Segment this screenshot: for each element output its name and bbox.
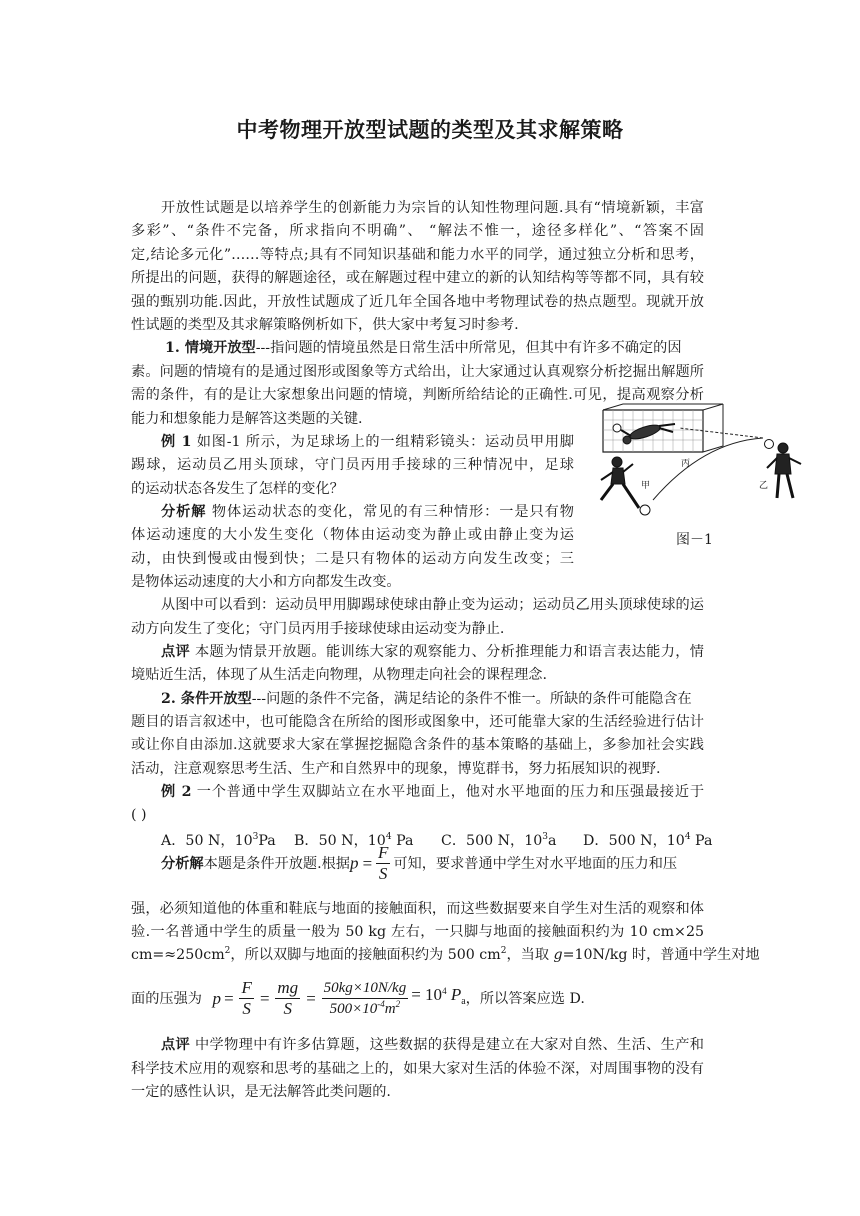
option-a-text: A．50 N，10	[161, 833, 253, 849]
formula-numerator-mg: mg	[277, 978, 299, 997]
area-sup-2: 2	[500, 946, 507, 956]
example-1-line: 踢球，运动员乙用头顶球，守门员丙用手接球的三种情况中，足球	[131, 457, 574, 473]
den-exp: -4	[377, 999, 385, 1009]
comment-2-line	[161, 1034, 704, 1056]
comment-2-text: 中学物理中有许多估算题，这些数据的获得是建立在大家对自然、生活、生产和	[190, 1037, 704, 1053]
example-1-line	[161, 431, 574, 453]
section-2-line: 或让你自由添加.这就要求大家在掌握挖掘隐含条件的基本策略的基础上，多参加社会实践	[131, 737, 704, 753]
formula-eq-2: =	[258, 988, 271, 1008]
option-d-exp: 4	[684, 832, 691, 842]
answer-1-line: 从图中可以看到：运动员甲用脚踢球使球由静止变为运动；运动员乙用头顶球使球的运	[161, 597, 704, 613]
formula-fraction-f-s	[376, 843, 390, 884]
example-2-label: 例 2	[161, 784, 192, 800]
analysis-1-line	[161, 501, 574, 523]
section-2-lead: ---问题的条件不完备，满足结论的条件不惟一。所缺的条件可能隐含在	[251, 691, 692, 707]
section-2-heading-line	[161, 688, 692, 710]
formula-denominator-values	[322, 999, 409, 1019]
section-1-line: 素。问题的情境有的是通过图形或图象等方式给出，让大家通过认真观察分析挖掘出解题所	[131, 364, 704, 380]
example-1-label: 例 1	[161, 434, 192, 450]
formula-eq-1: =	[222, 988, 235, 1008]
label-player-b: 乙	[759, 481, 769, 491]
option-d-unit: Pa	[690, 833, 713, 849]
analysis-1-line: 是物体运动速度的大小和方向都发生改变。	[131, 574, 401, 590]
analysis-2-label: 分析解	[161, 855, 204, 872]
formula-p-2: p	[212, 988, 221, 1008]
option-d-text: D．500 N，10	[583, 833, 685, 849]
section-1-line: 需的条件，有的是让大家想象出问题的情境，判断所给结论的正确性.可见，提高观察分析	[131, 387, 704, 403]
analysis-1-text: 物体运动状态的变化，常见的有三种情形：一是只有物	[206, 504, 574, 520]
example-2-text: 一个普通中学生双脚站立在水平地面上，他对水平地面的压力和压强最接近于	[191, 784, 705, 800]
den-unit-exp: 2	[395, 999, 401, 1009]
intro-line: 定,结论多元化”……等特点;具有不同知识基础和能力水平的同学，通过独立分析和思考，	[131, 247, 704, 263]
soccer-figure	[583, 402, 811, 520]
label-player-c: 丙	[681, 459, 691, 469]
formula-fraction-mg-s	[275, 978, 300, 1019]
analysis-1-label: 分析解	[161, 504, 207, 520]
page-title: 中考物理开放型试题的类型及其求解策略	[236, 118, 624, 142]
example-2-line	[161, 781, 704, 803]
formula-p: p	[349, 853, 359, 873]
area-sup: 2	[224, 946, 231, 956]
option-c-text: C．500 N，10	[441, 833, 543, 849]
formula-result	[411, 985, 466, 1007]
formula-denominator-s: S	[283, 999, 292, 1018]
analysis-2-line	[161, 843, 677, 884]
section-2-line: 题目的语言叙述中，也可能隐含在所给的图形或图象中，还可能靠大家的生活经验进行估计	[131, 714, 704, 730]
result-unit: P	[450, 985, 462, 1004]
comment-2-line: 一定的感性认识，是无法解答此类问题的.	[131, 1084, 391, 1100]
section-1-lead: ---指问题的情境虽然是日常生活中所常见，但其中有许多不确定的因	[255, 340, 682, 356]
comment-2-label: 点评	[161, 1037, 191, 1053]
analysis-2-line	[131, 944, 760, 966]
formula-fraction-values	[322, 978, 409, 1019]
comment-1-text: 本题为情景开放题。能训练大家的观察能力、分析推理能力和语言表达能力，情	[190, 644, 704, 660]
formula-eq-3: =	[305, 988, 317, 1008]
section-1-heading-line	[165, 337, 682, 359]
example-1-line: 的运动状态各发生了怎样的变化？	[131, 481, 344, 497]
den-base: 500×10	[329, 1001, 378, 1017]
intro-line: 多彩”、“条件不完备，所求指向不明确”、 “解法不惟一，途径多样化”、“答案不固	[131, 223, 704, 239]
intro-line: 所提出的问题，获得的解题途径，或在解题过程中建立的新的认知结构等等都不同，具有较	[131, 270, 704, 286]
area-text-b: ，所以双脚与地面的接触面积约为 500 cm	[230, 947, 501, 963]
result-sub: a	[461, 996, 466, 1007]
figure-1-caption: 图－1	[676, 532, 713, 548]
section-1-heading: 1. 情境开放型	[165, 340, 256, 356]
comment-1-line: 境贴近生活，体现了从生活走向物理，从物理走向社会的课程理念.	[131, 667, 547, 683]
formula-numerator-values: 50kg×10N/kg	[322, 978, 409, 999]
den-unit: m	[384, 1001, 396, 1017]
result-exp: 4	[442, 986, 447, 996]
formula-numerator: F	[377, 843, 389, 862]
area-text-d: =10N/kg 时，普通中学生对地	[562, 947, 760, 963]
example-1-text: 如图-1 所示，为足球场上的一组精彩镜头：运动员甲用脚	[191, 434, 574, 450]
analysis-2-line: 强，必须知道他的体重和鞋底与地面的接触面积，而这些数据要来自学生对生活的观察和体	[131, 901, 704, 917]
formula-equals: =	[361, 853, 373, 873]
formula-denominator-2: S	[242, 999, 251, 1018]
area-g: g	[553, 947, 563, 963]
result-base: = 10	[411, 985, 443, 1004]
option-b-unit: Pa	[391, 833, 414, 849]
answer-1-line: 动方向发生了变化；守门员丙用手接球使球由运动变为静止.	[131, 621, 505, 637]
option-a-unit: Pa	[258, 833, 276, 849]
formula-numerator-2: F	[241, 978, 252, 997]
intro-line: 性试题的类型及其求解策略例析如下，供大家中考复习时参考.	[131, 317, 519, 333]
area-text-a: cm=≈250cm	[131, 947, 225, 963]
analysis-2-text: 本题是条件开放题.根据	[203, 855, 350, 872]
pressure-pre: 面的压强为	[131, 990, 202, 1007]
option-c-exp: 3	[542, 832, 549, 842]
formula-fraction-f-s-2	[239, 978, 253, 1019]
area-text-c: ，当取	[506, 947, 554, 963]
intro-line: 开放性试题是以培养学生的创新能力为宗旨的认知性物理问题.具有“情境新颖，丰富	[161, 200, 704, 216]
option-a-exp: 3	[252, 832, 259, 842]
option-b-text: B．50 N，10	[294, 833, 386, 849]
label-player-a: 甲	[641, 481, 651, 491]
section-2-heading: 2. 条件开放型	[161, 691, 252, 707]
option-c-unit: a	[548, 833, 557, 849]
option-b-exp: 4	[385, 832, 392, 842]
comment-1-label: 点评	[161, 644, 191, 660]
formula-denominator: S	[378, 864, 388, 883]
pressure-post: ，所以答案应选 D.	[465, 990, 585, 1007]
section-2-line: 活动，注意观察思考生活、生产和自然界中的现象，博览群书，努力拓展知识的视野.	[131, 761, 661, 777]
comment-1-line	[161, 641, 704, 663]
pressure-formula-line	[131, 978, 585, 1019]
analysis-2-line: 验.一名普通中学生的质量一般为 50 kg 左右，一只脚与地面的接触面积约为 10 cm×25	[131, 924, 704, 940]
analysis-1-line: 体运动速度的大小发生变化（物体由运动变为静止或由静止变为运	[131, 527, 574, 543]
analysis-2-text-end: 可知，要求普通中学生对水平地面的压力和压	[393, 855, 678, 872]
intro-line: 强的甄别功能.因此，开放性试题成了近几年全国各地中考物理试卷的热点题型。现就开放	[131, 294, 704, 310]
answer-blank: ( )	[131, 807, 147, 823]
analysis-1-line: 动，由快到慢或由慢到快；二是只有物体的运动方向发生改变；三	[131, 551, 574, 567]
section-1-line: 能力和想象能力是解答这类题的关键.	[131, 411, 363, 427]
comment-2-line: 科学技术应用的观察和思考的基础之上的，如果大家对生活的体验不深，对周围事物的没有	[131, 1061, 704, 1077]
